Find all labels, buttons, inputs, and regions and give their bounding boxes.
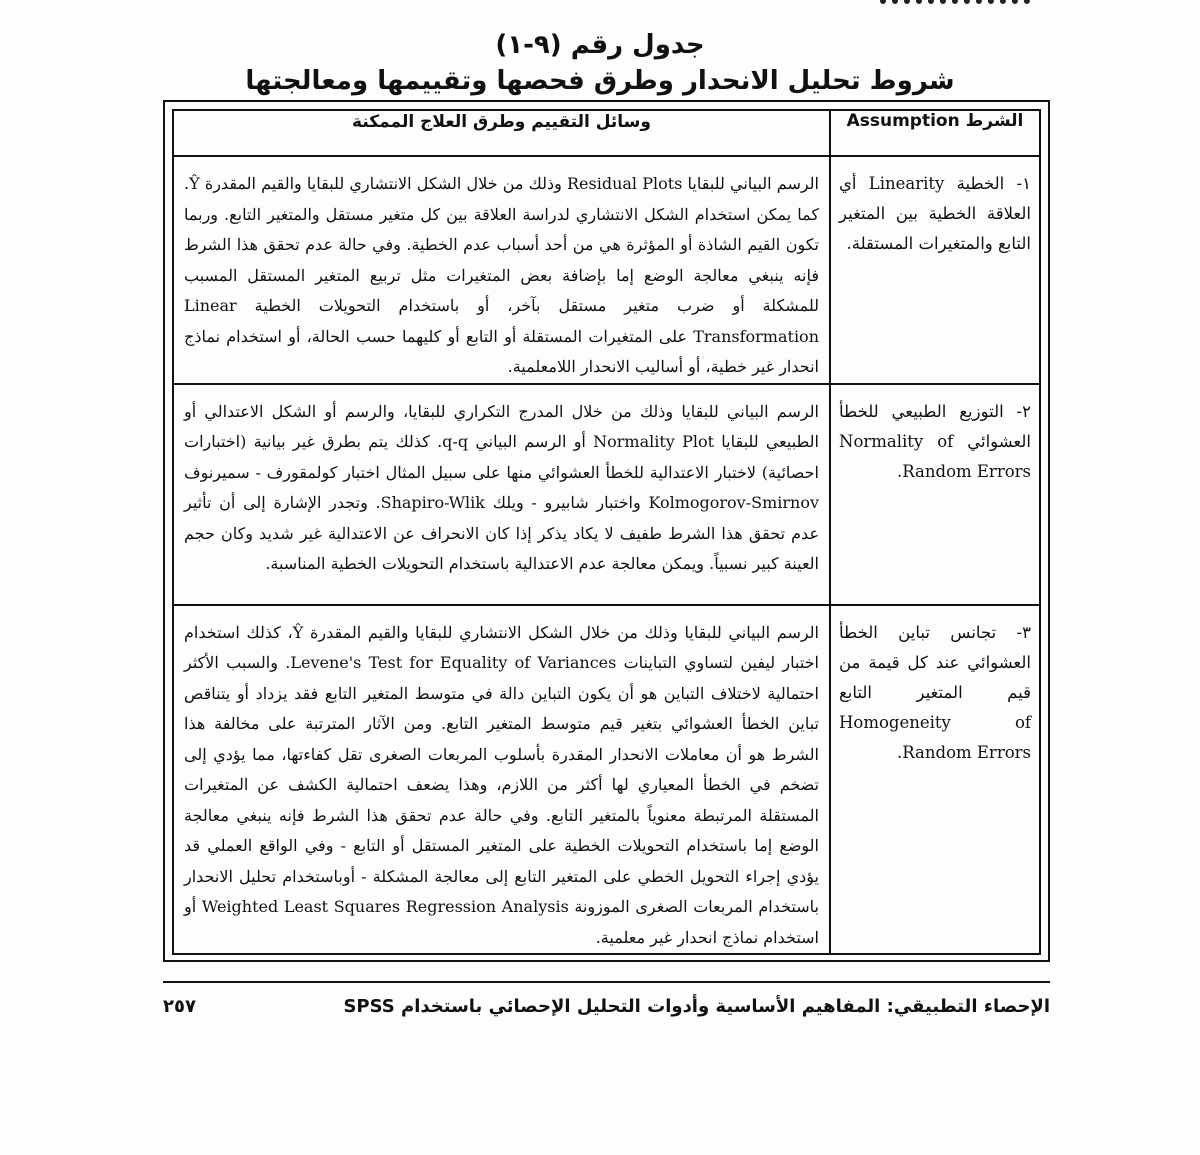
table-heading — [160, 28, 1040, 98]
page-number: ٢٥٧ — [163, 996, 196, 1017]
table-row — [173, 156, 1040, 384]
assumptions-table — [172, 109, 1041, 955]
table-title: شروط تحليل الانحدار وطرق فحصها وتقييمها ومعالجتها — [245, 66, 955, 96]
cropped-text-fragment — [880, 0, 1030, 10]
table-frame — [163, 100, 1050, 962]
condition-cell-normality: ٢- التوزيع الطبيعي للخطأ العشوائي Normality of Random Errors. — [830, 384, 1040, 605]
table-row — [173, 384, 1040, 605]
evaluation-cell-linearity: الرسم البياني للبقايا Residual Plots وذلك من خلال الشكل الانتشاري للبقايا والقيم المقدرة Ŷ. كما يمكن استخدام الشكل الانتشاري لدراسة العلاقة بين كل متغير مستقل والمتغير التابع. وربما تكون القيم الشاذة أو المؤثرة هي من أحد أسباب عدم الخطية. وفي حالة عدم تحقق هذا الشرط فإنه ينبغي معالجة الوضع إما بإضافة بعض المتغيرات مثل تربيع المتغير المستقل المسبب للمشكلة أو ضرب متغير مستقل بآخر، أو باستخدام التحويلات الخطية Linear Transformation على المتغيرات المستقلة أو التابع أو كليهما حسب الحالة، أو استخدام نماذج انحدار غير خطية، أو أساليب الانحدار اللامعلمية. — [173, 156, 830, 384]
header-evaluation: وسائل التقييم وطرق العلاج الممكنة — [173, 110, 830, 156]
header-condition: الشرط Assumption — [830, 110, 1040, 156]
evaluation-cell-homogeneity: الرسم البياني للبقايا وذلك من خلال الشكل الانتشاري للبقايا والقيم المقدرة Ŷ، كذلك استخدام اختبار ليفين لتساوي التباينات Levene's Test for Equality of Variances. والسبب الأكثر احتمالية لاختلاف التباين هو أن يكون التباين دالة في متوسط المتغير التابع فقد يزداد أو يتناقص تباين الخطأ العشوائي بتغير قيم متوسط المتغير التابع. ومن الآثار المترتبة على مخالفة هذا الشرط هو أن معاملات الانحدار المقدرة بأسلوب المربعات الصغرى تقل كفاءتها، مما يؤدي إلى تضخم في الخطأ المعياري لها أكثر من اللازم، وهذا يضعف احتمالية الكشف عن المتغيرات المستقلة المرتبطة معنوياً بالمتغير التابع. وفي حالة عدم تحقق هذا الشرط فإنه ينبغي معالجة الوضع إما باستخدام التحويلات الخطية على المتغير المستقل أو التابع - وفي الواقع العملي قد يؤدي إجراء التحويل الخطي على المتغير التابع إلى معالجة المشكلة - أوباستخدام تحليل الانحدار باستخدام المربعات الصغرى الموزونة Weighted Least Squares Regression Analysis أو استخدام نماذج انحدار غير معلمية. — [173, 605, 830, 955]
table-row — [173, 605, 1040, 955]
table-header-row — [173, 110, 1040, 156]
condition-cell-homogeneity: ٣- تجانس تباين الخطأ العشوائي عند كل قيمة من قيم المتغير التابع Homogeneity of Random Errors. — [830, 605, 1040, 955]
evaluation-cell-normality: الرسم البياني للبقايا وذلك من خلال المدرج التكراري للبقايا، والرسم أو الشكل الاعتدالي أو الطبيعي للبقايا Normality Plot أو الرسم البياني q-q. كذلك يتم بطرق غير بيانية (اختبارات احصائية) لاختبار الاعتدالية للخطأ العشوائي منها على سبيل المثال اختبار كولمقورف - سميرنوف Kolmogorov-Smirnov واختبار شابيرو - ويلك Shapiro-Wlik. وتجدر الإشارة إلى أن تأثير عدم تحقق هذا الشرط طفيف لا يكاد يذكر إذا كان الانحراف عن الاعتدالية غير شديد وكان حجم العينة كبير نسبياً. ويمكن معالجة عدم الاعتدالية باستخدام التحويلات الخطية المناسبة. — [173, 384, 830, 605]
condition-cell-linearity: ١- الخطية Linearity أي العلاقة الخطية بين المتغير التابع والمتغيرات المستقلة. — [830, 156, 1040, 384]
footer-divider — [163, 981, 1050, 983]
table-number: جدول رقم (٩-١) — [495, 30, 705, 60]
footer-book-title: الإحصاء التطبيقي: المفاهيم الأساسية وأدوات التحليل الإحصائي باستخدام SPSS — [343, 996, 1050, 1017]
cropped-previous-line — [880, 0, 1030, 10]
